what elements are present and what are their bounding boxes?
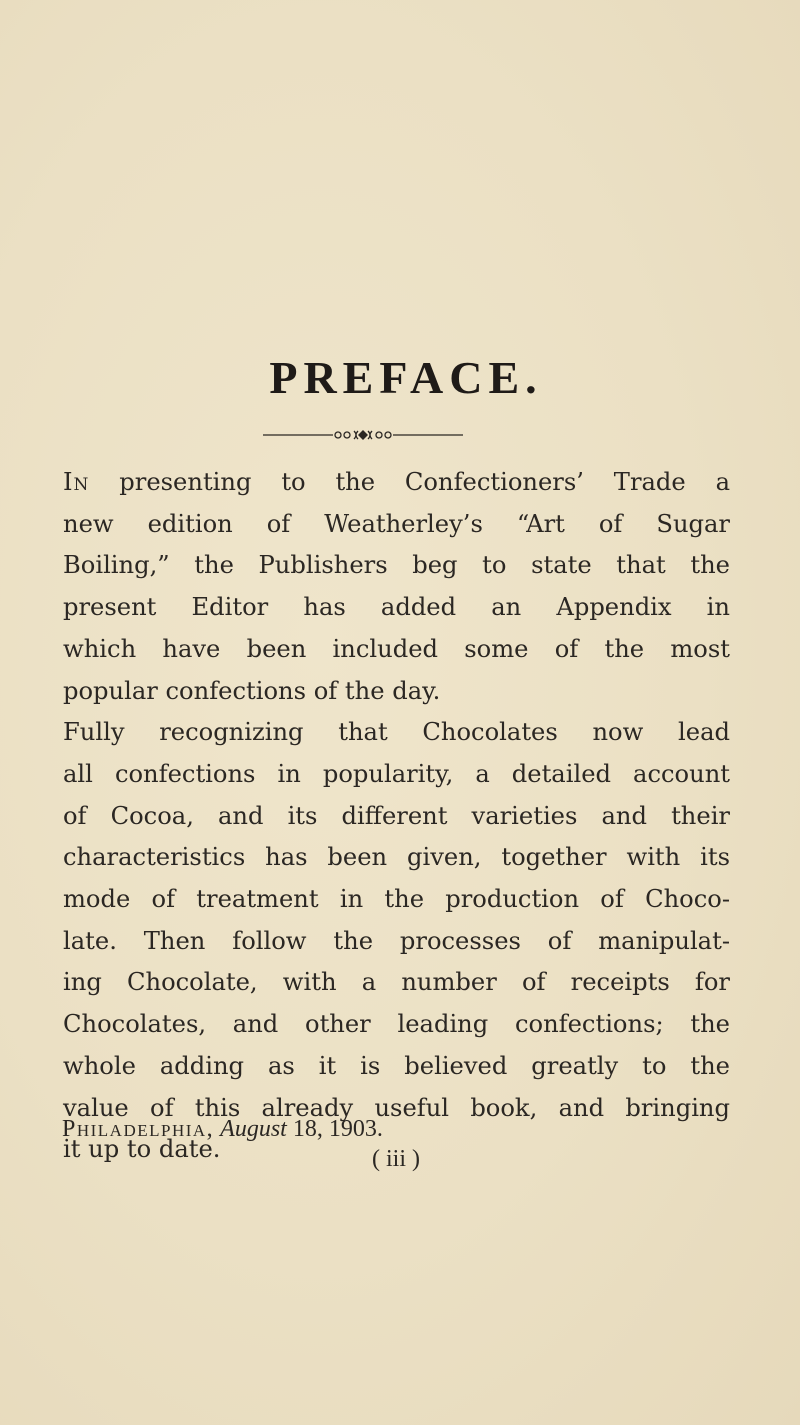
preface-body bbox=[63, 462, 730, 1171]
text-line: which have been included some of the most bbox=[63, 634, 730, 663]
text-line: present Editor has added an Appendix in bbox=[63, 593, 730, 622]
text-line: it up to date. bbox=[63, 1135, 221, 1164]
signature-place: Philadelphia, bbox=[62, 1116, 215, 1142]
signature-line bbox=[62, 1114, 383, 1144]
text-line: late. Then follow the processes of manipulat- bbox=[63, 926, 730, 955]
text-line: mode of treatment in the production of Choco- bbox=[63, 885, 730, 914]
text-line: Boiling,” the Publishers beg to state that the bbox=[63, 551, 730, 580]
text-line: popular confections of the day. bbox=[63, 676, 441, 705]
text-line-content: presenting to the Confectioners’ Trade a bbox=[89, 468, 730, 496]
drop-word: In bbox=[63, 468, 90, 496]
signature-month: August bbox=[220, 1116, 287, 1142]
text-line: all confections in popularity, a detailed account bbox=[63, 759, 730, 788]
text-line: ing Chocolate, with a number of receipts for bbox=[63, 968, 730, 997]
page-number: ( iii ) bbox=[372, 1146, 420, 1172]
ornament-divider bbox=[263, 428, 463, 442]
paragraph-1 bbox=[63, 462, 730, 712]
paragraph-2 bbox=[63, 712, 730, 1171]
text-line: new edition of Weatherley’s “Art of Sugar bbox=[63, 509, 730, 538]
text-line: value of this already useful book, and bringing bbox=[63, 1093, 730, 1122]
text-line: whole adding as it is believed greatly to the bbox=[63, 1051, 730, 1080]
signature-date: 18, 1903. bbox=[292, 1116, 383, 1142]
text-line bbox=[63, 462, 730, 504]
text-line: characteristics has been given, together with its bbox=[63, 843, 730, 872]
text-line: Fully recognizing that Chocolates now lead bbox=[63, 718, 730, 747]
page-title: PREFACE. bbox=[269, 352, 543, 403]
text-line: Chocolates, and other leading confections; the bbox=[63, 1010, 730, 1039]
text-line: of Cocoa, and its different varieties and their bbox=[63, 801, 730, 830]
